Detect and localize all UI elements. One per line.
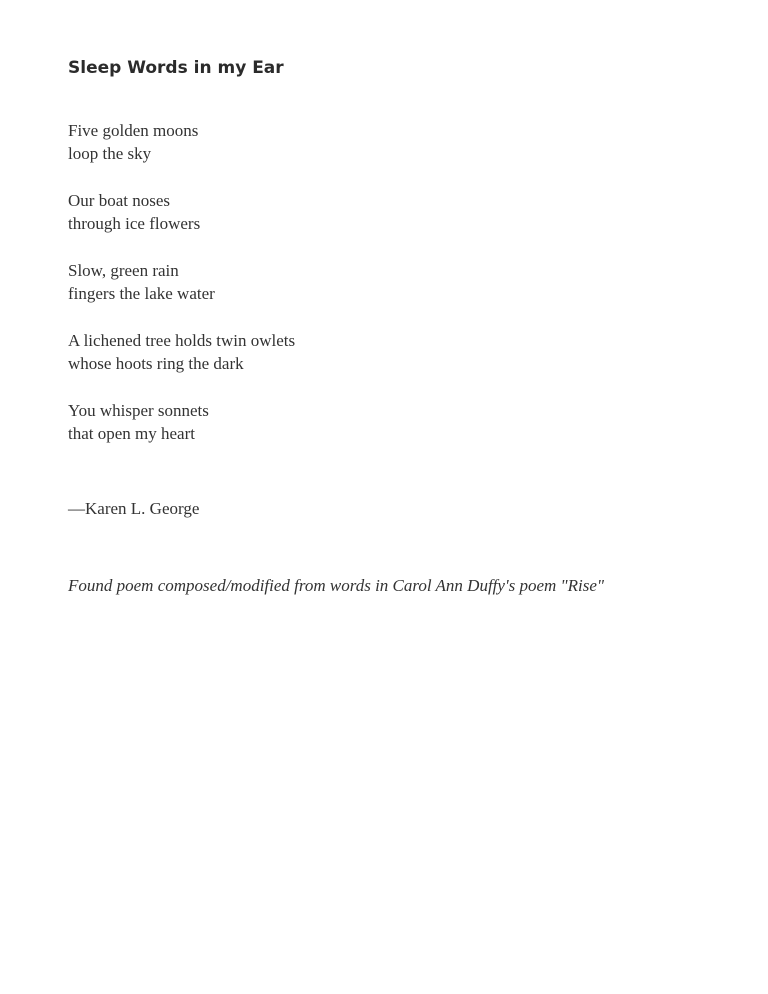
poem-line: through ice flowers bbox=[68, 214, 201, 233]
poem-line: Five golden moons bbox=[68, 121, 199, 140]
poem-body bbox=[68, 119, 295, 469]
poem-line: A lichened tree holds twin owlets bbox=[68, 331, 296, 350]
poem-line: loop the sky bbox=[68, 144, 152, 163]
poem-line: fingers the lake water bbox=[68, 284, 215, 303]
stanza-3 bbox=[68, 259, 295, 305]
poem-line: You whisper sonnets bbox=[68, 401, 209, 420]
poem-line: whose hoots ring the dark bbox=[68, 354, 244, 373]
poem-author: —Karen L. George bbox=[68, 499, 200, 518]
source-note: Found poem composed/modified from words in Carol Ann Duffy's poem "Rise" bbox=[68, 576, 605, 595]
stanza-5 bbox=[68, 399, 295, 445]
poem-title: Sleep Words in my Ear bbox=[68, 58, 284, 78]
stanza-2 bbox=[68, 189, 295, 235]
poem-line: Slow, green rain bbox=[68, 261, 179, 280]
poem-line: Our boat noses bbox=[68, 191, 170, 210]
stanza-1 bbox=[68, 119, 295, 165]
poem-line: that open my heart bbox=[68, 424, 195, 443]
stanza-4 bbox=[68, 329, 295, 375]
